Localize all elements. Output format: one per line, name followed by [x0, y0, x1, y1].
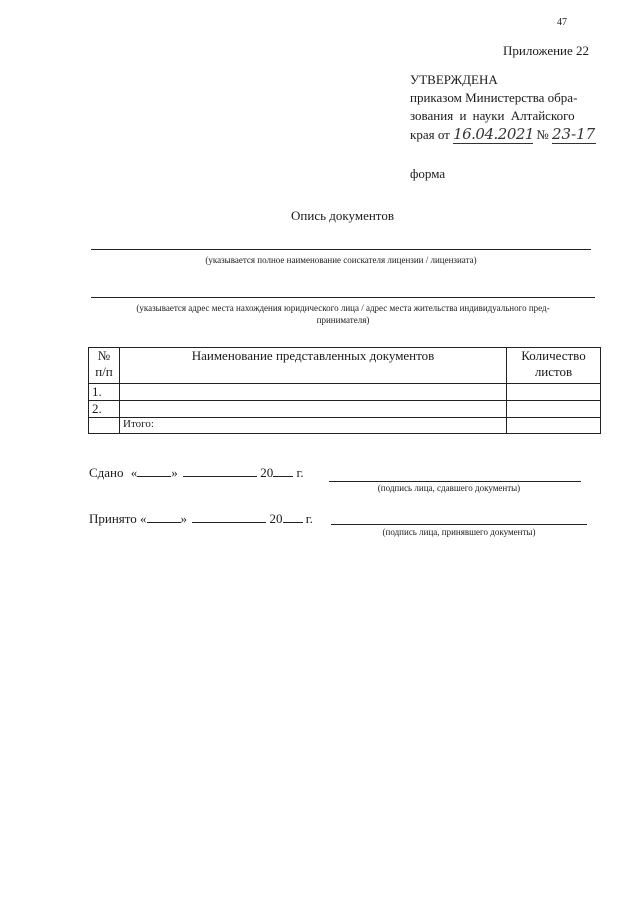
- approval-block: [410, 71, 600, 144]
- handed-signature-line: [329, 481, 581, 482]
- handed-year-suffix: г.: [296, 465, 304, 480]
- received-year-suffix: г.: [305, 511, 313, 526]
- table-header-row: [89, 348, 601, 384]
- received-quote-close: »: [180, 511, 188, 526]
- handed-month-blank: [183, 465, 257, 477]
- row-num: 2.: [89, 401, 120, 418]
- total-count-cell: [507, 418, 601, 434]
- table-row: [89, 384, 601, 401]
- approval-date-handwritten: 16.04.2021: [453, 125, 534, 143]
- handed-quote-open: «: [130, 465, 138, 480]
- address-hint: [91, 302, 595, 326]
- received-year-blank: [283, 511, 303, 523]
- handed-label: Сдано: [89, 465, 124, 480]
- document-title: Опись документов: [291, 208, 394, 223]
- header-count-line-2: листов: [534, 364, 573, 379]
- received-month-blank: [192, 511, 266, 523]
- received-signature-hint: (подпись лица, принявшего документы): [382, 527, 536, 537]
- address-hint-line-2: принимателя): [316, 315, 370, 325]
- applicant-hint: (указывается полное наименование соискателя лицензии / лицензиата): [205, 255, 477, 265]
- approval-line-2: зования и науки Алтайского: [410, 108, 575, 123]
- handed-day-blank: [137, 465, 171, 477]
- total-label: Итого:: [120, 418, 507, 434]
- appendix-label: Приложение 22: [503, 43, 590, 58]
- table-total-row: [89, 418, 601, 434]
- table-row: [89, 401, 601, 418]
- header-count: [507, 348, 601, 384]
- received-signature-line: [331, 524, 587, 525]
- row-count: [507, 384, 601, 401]
- approval-line-1: приказом Министерства обра-: [410, 90, 578, 105]
- row-count: [507, 401, 601, 418]
- received-line: [89, 511, 313, 527]
- approval-line-3: [410, 125, 600, 144]
- handed-line: [89, 465, 304, 481]
- handed-year-prefix: 20: [260, 465, 274, 480]
- row-name: [120, 401, 507, 418]
- received-quote-open: «: [140, 511, 147, 526]
- received-year-prefix: 20: [269, 511, 283, 526]
- approval-heading: УТВЕРЖДЕНА: [410, 72, 498, 87]
- handed-year-blank: [273, 465, 293, 477]
- approval-line-3-prefix: края от: [410, 127, 450, 142]
- total-num-cell: [89, 418, 120, 434]
- approval-number-handwritten: 23-17: [551, 125, 596, 143]
- header-num-line-1: №: [97, 348, 111, 363]
- handed-signature-hint: (подпись лица, сдавшего документы): [377, 483, 521, 493]
- header-num: [89, 348, 120, 384]
- header-count-line-1: Количество: [521, 348, 586, 363]
- handed-quote-close: »: [171, 465, 178, 480]
- row-num: 1.: [89, 384, 120, 401]
- header-num-line-2: п/п: [95, 364, 113, 379]
- approval-number-sign: №: [536, 127, 549, 142]
- documents-table: [88, 347, 601, 434]
- applicant-name-line: [91, 249, 591, 250]
- received-day-blank: [147, 511, 181, 523]
- row-name: [120, 384, 507, 401]
- address-line: [91, 297, 595, 298]
- header-name: Наименование представленных документов: [120, 348, 507, 384]
- address-hint-line-1: (указывается адрес места нахождения юридического лица / адрес места жительства индивидуального пред-: [136, 303, 550, 313]
- form-label: форма: [410, 166, 446, 181]
- page-number: 47: [557, 17, 567, 28]
- received-label: Принято: [89, 511, 137, 526]
